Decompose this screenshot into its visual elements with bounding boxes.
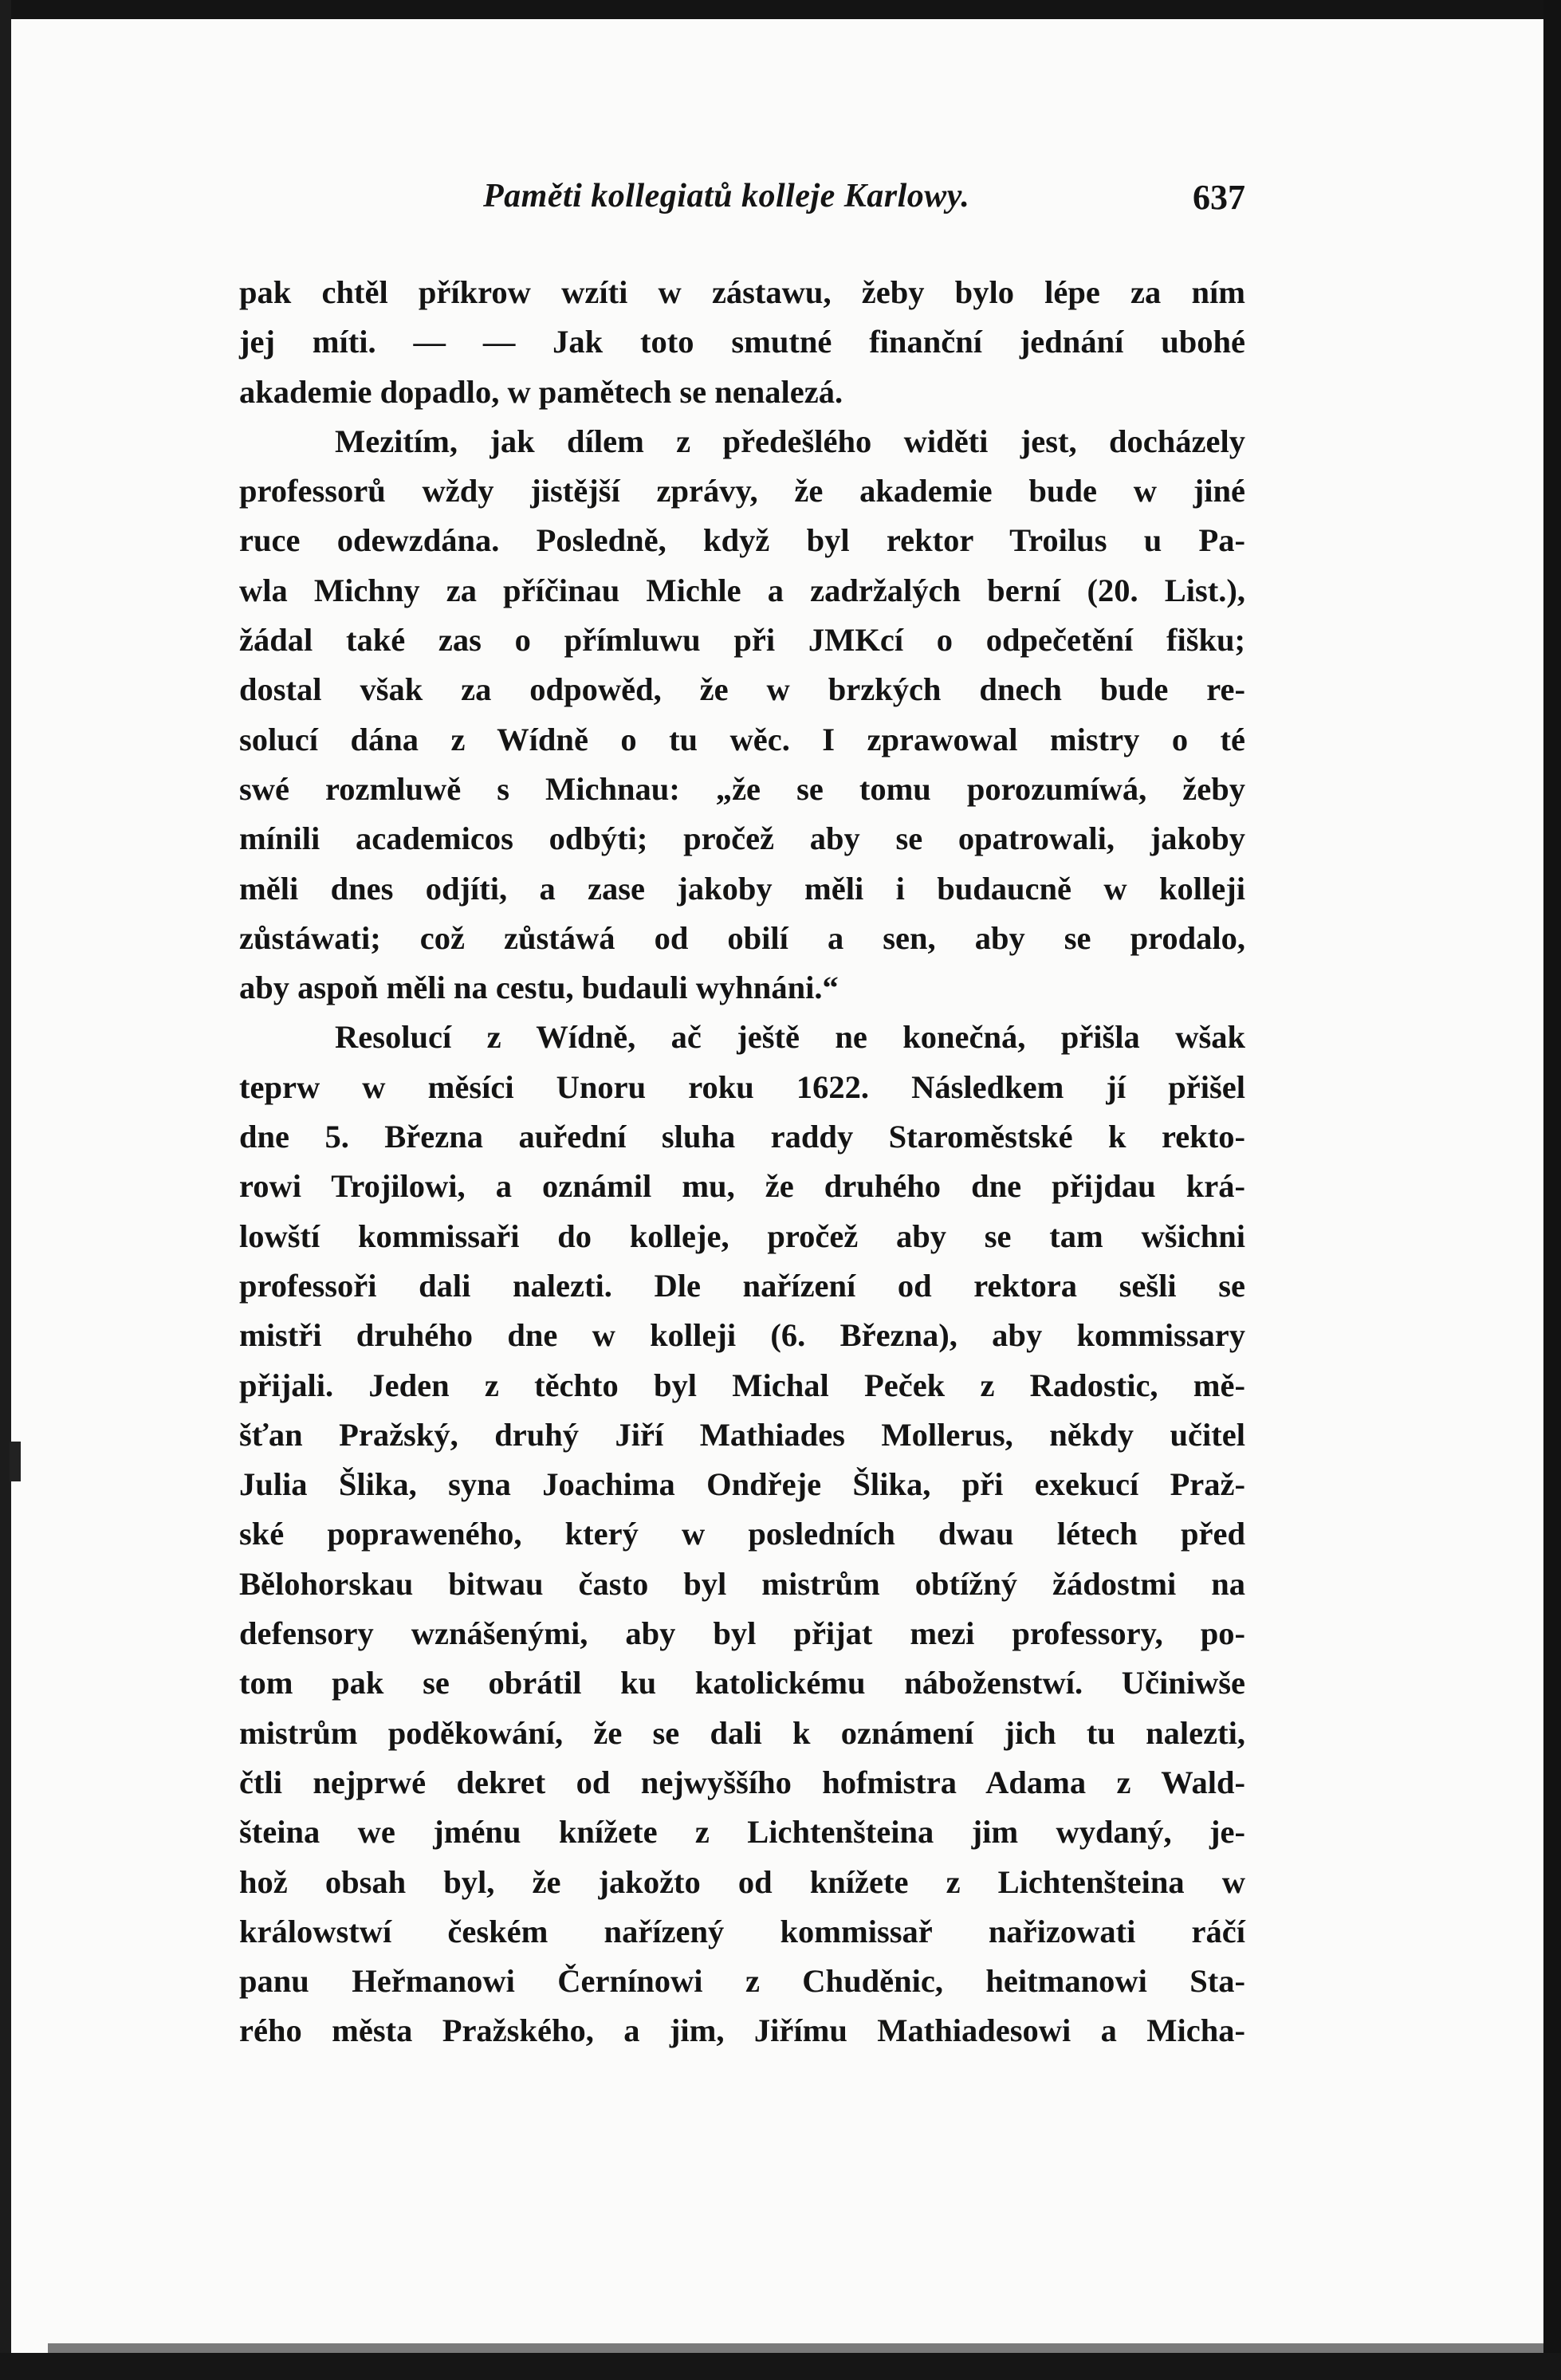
text-line: čtli nejprwé dekret od nejwyššího hofmistra Adama z Wald- [239,1764,1245,1800]
text-line: rého města Pražského, a jim, Jiřímu Mathiadesowi a Micha- [239,2012,1245,2049]
scan-edge-left [0,0,11,2380]
text-line: mínili academicos odbýti; pročež aby se opatrowali, jakoby [239,820,1245,857]
text-line: professorů wždy jistější zprávy, že akademie bude w jiné [239,473,1245,509]
text-line: dostal však za odpowěd, že w brzkých dnech bude re- [239,671,1245,708]
running-title: Paměti kollegiatů kolleje Karlowy. [483,178,970,214]
text-line: mistrům poděkowání, že se dali k oznámení jich tu nalezti, [239,1714,1245,1751]
text-line: teprw w měsíci Unoru roku 1622. Následkem jí přišel [239,1068,1245,1105]
scan-edge-bottom [0,2353,1561,2380]
scan-margin-mark [10,1442,21,1481]
text-line: aby aspoň měli na cestu, budauli wyhnáni.“ [239,970,839,1006]
text-line: Mezitím, jak dílem z předešlého widěti jest, docházely [335,423,1245,459]
text-line: rowi Trojilowi, a oznámil mu, že druhého dne přijdau krá- [239,1168,1245,1205]
text-line: dne 5. Března auřední sluha raddy Staroměstské k rekto- [239,1119,1245,1155]
text-line: hož obsah byl, že jakožto od knížete z Lichtenšteina w [239,1863,1245,1900]
scan-edge-right [1543,0,1561,2380]
running-head [239,177,1245,233]
text-line: akademie dopadlo, w pamětech se nenalezá. [239,373,843,410]
text-line: Bělohorskau bitwau často byl mistrům obtížný žádostmi na [239,1565,1245,1602]
text-line: žádal také zas o přímluwu při JMKcí o odpečetění fišku; [239,622,1245,659]
text-line: přijali. Jeden z těchto byl Michal Peček z Radostic, mě- [239,1367,1245,1403]
text-line: wla Michny za příčinau Michle a zadržalých berní (20. List.), [239,572,1245,608]
text-line: pak chtěl příkrow wzíti w zástawu, žeby bylo lépe za ním [239,274,1245,310]
book-page [239,177,1245,2056]
text-line: mistři druhého dne w kolleji (6. Března), aby kommissary [239,1317,1245,1354]
text-line: swé rozmluwě s Michnau: „že se tomu porozumíwá, žeby [239,770,1245,807]
text-line: šťan Pražský, druhý Jiří Mathiades Mollerus, někdy učitel [239,1416,1245,1453]
text-line: Julia Šlika, syna Joachima Ondřeje Šlika, při exekucí Praž- [239,1466,1245,1503]
body-text [239,268,1245,2056]
text-line: solucí dána z Wídně o tu wěc. I zprawowal mistry o té [239,721,1245,757]
text-line: zůstáwati; což zůstáwá od obilí a sen, aby se prodalo, [239,919,1245,956]
text-line: Resolucí z Wídně, ač ještě ne konečná, přišla wšak [335,1019,1245,1056]
text-line: jej míti. — — Jak toto smutné finanční jednání ubohé [239,324,1245,360]
text-line: šteina we jménu knížete z Lichtenšteina jim wydaný, je- [239,1814,1245,1851]
text-line: professoři dali nalezti. Dle nařízení od rektora sešli se [239,1267,1245,1304]
text-line: ruce odewzdána. Posledně, když byl rektor Troilus u Pa- [239,522,1245,559]
text-line: lowští kommissaři do kolleje, pročež aby se tam wšichni [239,1218,1245,1254]
text-line: ské popraweného, který w posledních dwau létech před [239,1516,1245,1552]
text-line: tom pak se obrátil ku katolickému náboženstwí. Učiniwše [239,1665,1245,1701]
text-line: panu Heřmanowi Černínowi z Chuděnic, heitmanowi Sta- [239,1963,1245,2000]
scan-edge-top [0,0,1561,19]
text-line: měli dnes odjíti, a zase jakoby měli i budaucně w kolleji [239,870,1245,907]
scan-edge-bottom-band [48,2343,1543,2353]
text-line: králowstwí českém nařízený kommissař nařizowati ráčí [239,1913,1245,1949]
page-number: 637 [1193,178,1245,217]
text-line: defensory wznášenými, aby byl přijat mezi professory, po- [239,1615,1245,1652]
